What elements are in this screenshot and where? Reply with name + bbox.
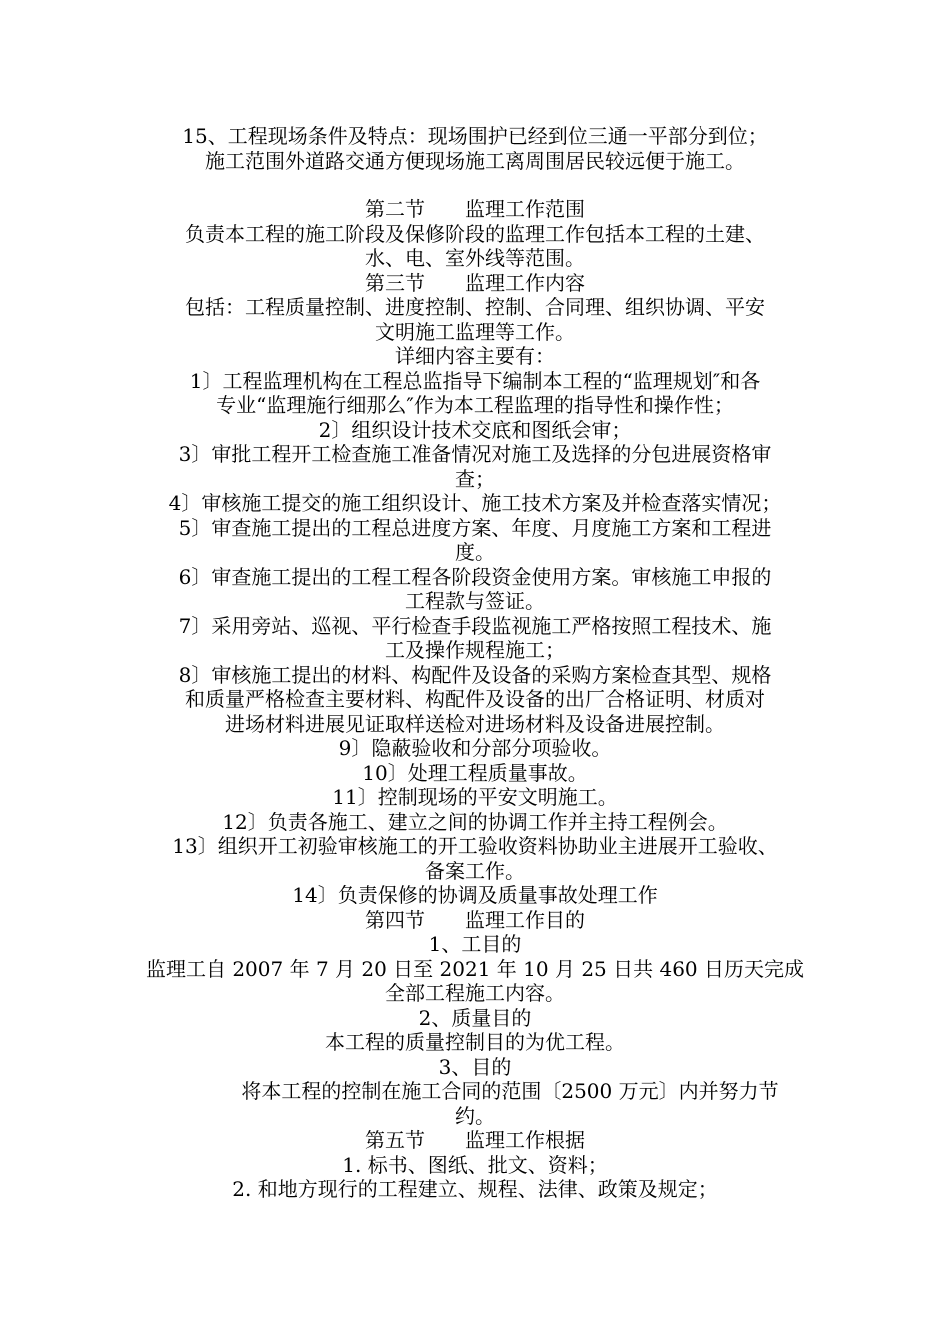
sub-heading: 3、目的 <box>438 1054 512 1079</box>
text-line: 全部工程施工内容。 <box>385 981 565 1005</box>
sub-heading: 2、质量目的 <box>418 1005 532 1030</box>
text-line: 专业“监理施行细那么″作为本工程监理的指导性和操作性； <box>216 393 734 417</box>
text-line: 工及操作规程施工； <box>385 638 565 662</box>
list-item: 9〕隐蔽验收和分部分项验收。 <box>338 736 612 760</box>
list-item: 14〕负责保修的协调及质量事故处理工作 <box>292 883 658 907</box>
list-item: 11〕控制现场的平安文明施工。 <box>332 785 618 809</box>
list-item: 1. 标书、图纸、批文、资料； <box>342 1152 608 1177</box>
list-item: 13〕组织开工初验审核施工的开工验收资料协助业主进展开工验收、 <box>172 834 778 858</box>
text-line: 监理工自 2007 年 7 月 20 日至 2021 年 10 月 25 日共 460 日历天完成 <box>145 956 805 981</box>
text-line: 包括：工程质量控制、进度控制、控制、合同理、组织协调、平安 <box>185 295 765 319</box>
list-item: 7〕采用旁站、巡视、平行检查手段监视施工严格按照工程技术、施 <box>178 613 772 638</box>
list-item: 1〕工程监理机构在工程总监指导下编制本工程的“监理规划″和各 <box>189 368 761 393</box>
text-line: 查； <box>455 466 495 491</box>
list-item: 12〕负责各施工、建立之间的协调工作并主持工程例会。 <box>222 809 728 834</box>
text-line: 和质量严格检查主要材料、构配件及设备的出厂合格证明、材质对 <box>185 687 765 711</box>
text-line: 15、工程现场条件及特点：现场围护已经到位三通一平部分到位； <box>182 124 768 148</box>
text-line: 水、电、室外线等范围。 <box>365 246 585 270</box>
list-item: 2. 和地方现行的工程建立、规程、法律、政策及规定； <box>232 1177 718 1201</box>
list-item: 2〕组织设计技术交底和图纸会审； <box>318 417 632 442</box>
section-heading: 第二节 监理工作范围 <box>365 197 585 221</box>
sub-heading: 1、工目的 <box>428 932 522 956</box>
list-item: 6〕审查施工提出的工程工程各阶段资金使用方案。审核施工申报的 <box>178 564 772 589</box>
text-line: 备案工作。 <box>425 858 525 883</box>
text-line: 约。 <box>455 1103 495 1128</box>
text-line: 将本工程的控制在施工合同的范围〔2500 万元〕内并努力节 <box>241 1079 779 1103</box>
text-line: 度。 <box>455 540 495 564</box>
text-line: 进场材料进展见证取样送检对进场材料及设备进展控制。 <box>225 711 725 736</box>
section-heading: 第四节 监理工作目的 <box>365 907 585 932</box>
text-line: 工程款与签证。 <box>405 589 545 613</box>
list-item: 8〕审核施工提出的材料、构配件及设备的采购方案检查其型、规格 <box>178 662 772 687</box>
list-item: 4〕审核施工提交的施工组织设计、施工技术方案及并检查落实情况； <box>168 491 782 515</box>
text-line: 文明施工监理等工作。 <box>375 319 575 344</box>
text-line: 详细内容主要有： <box>395 344 555 368</box>
text-line: 本工程的质量控制目的为优工程。 <box>325 1030 625 1054</box>
section-heading: 第三节 监理工作内容 <box>365 270 585 295</box>
list-item: 5〕审查施工提出的工程总进度方案、年度、月度施工方案和工程进 <box>178 515 772 540</box>
text-line: 负责本工程的施工阶段及保修阶段的监理工作包括本工程的土建、 <box>185 221 765 246</box>
text-line: 施工范围外道路交通方便现场施工离周围居民较远便于施工。 <box>205 148 745 173</box>
list-item: 3〕审批工程开工检查施工准备情况对施工及选择的分包进展资格审 <box>178 442 772 466</box>
paragraph-gap <box>140 173 810 197</box>
list-item: 10〕处理工程质量事故。 <box>362 760 588 785</box>
section-heading: 第五节 监理工作根据 <box>365 1128 585 1152</box>
document-body <box>140 124 810 1202</box>
